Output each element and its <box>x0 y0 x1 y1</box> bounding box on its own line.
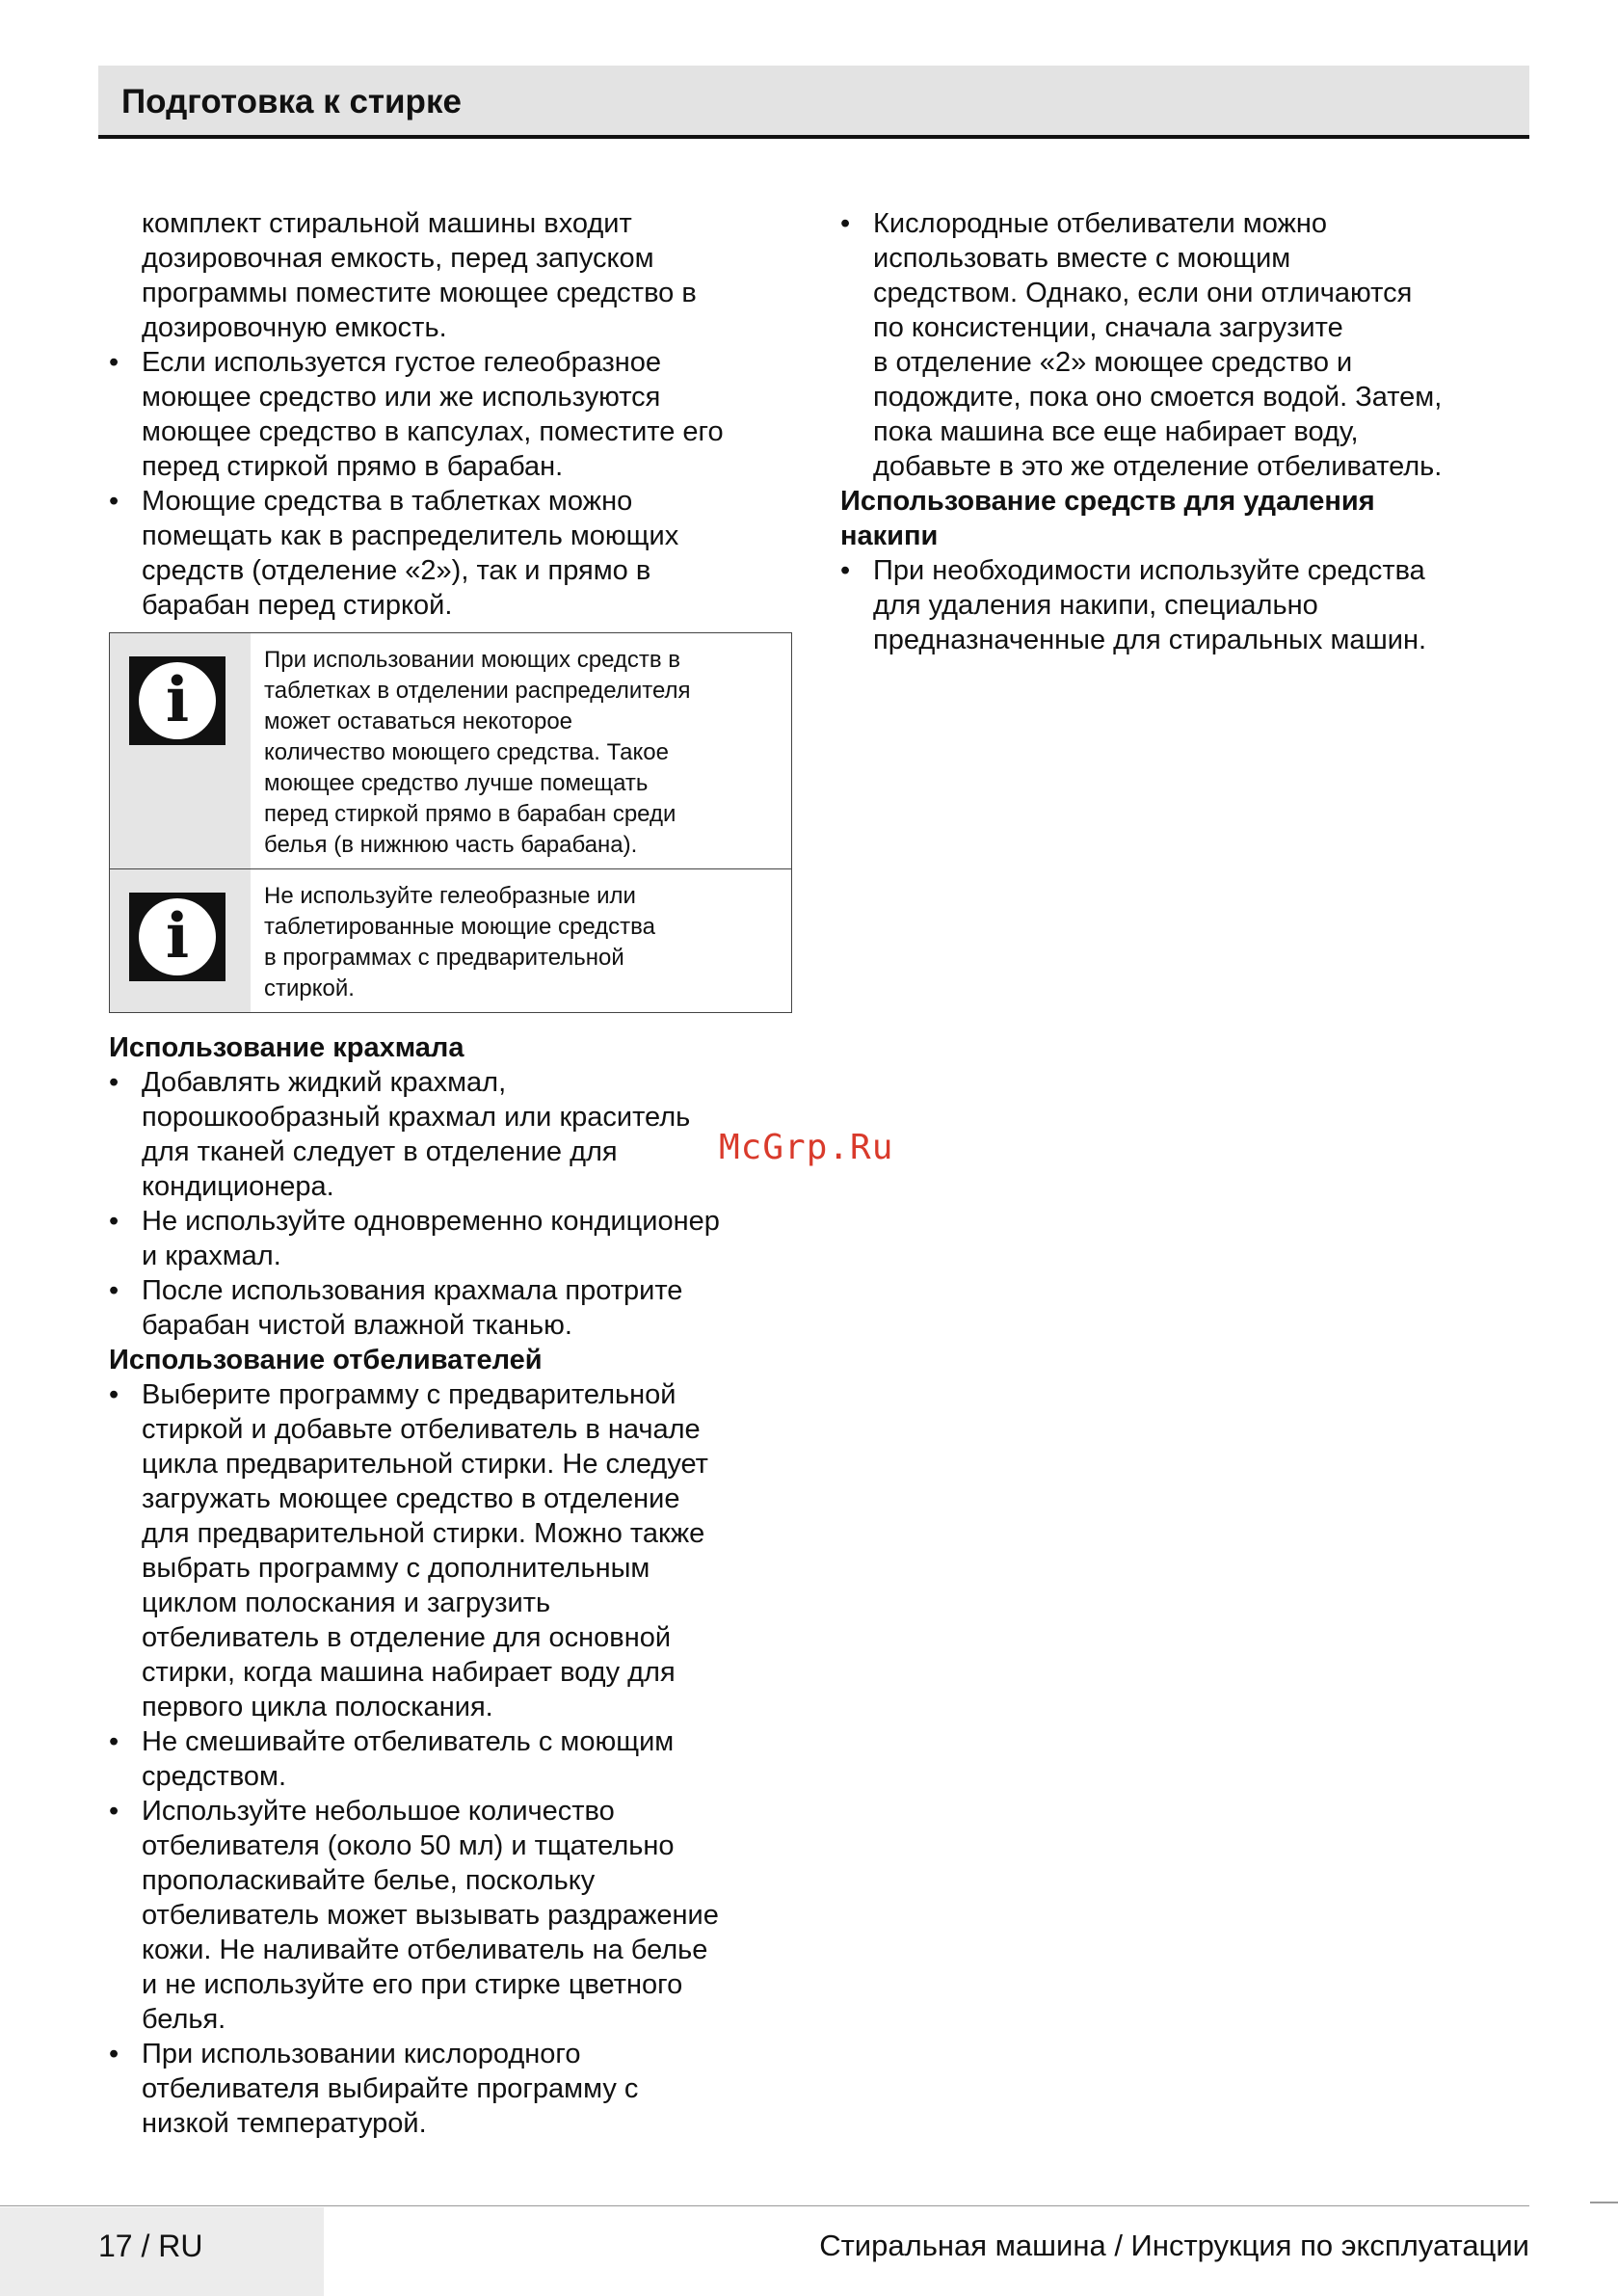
info-icon: i <box>129 656 225 745</box>
text-line: кожи. Не наливайте отбеливатель на белье <box>142 1935 708 1965</box>
text-line: белья (в нижнюю часть барабана). <box>264 832 638 858</box>
text-line: по консистенции, сначала загрузите <box>873 312 1343 343</box>
text-line: отбеливатель в отделение для основной <box>142 1622 672 1653</box>
text-line: средств (отделение «2»), так и прямо в <box>142 555 651 586</box>
text-line: • Если используется густое гелеобразное <box>109 345 803 380</box>
text-line: добавьте в это же отделение отбеливатель. <box>873 451 1443 482</box>
text-line: выбрать программу с дополнительным <box>142 1553 650 1584</box>
text-line: моющее средство лучше помещать <box>264 770 649 796</box>
text-line: загружать моющее средство в отделение <box>142 1483 680 1514</box>
text-line: пока машина все еще набирает воду, <box>873 416 1359 447</box>
text-line: Не используйте гелеобразные или <box>264 883 636 909</box>
list-item <box>109 1724 803 1794</box>
text-line: количество моющего средства. Такое <box>264 739 669 765</box>
right-column <box>840 206 1534 657</box>
text-line: средством. <box>142 1761 287 1792</box>
text-line: • При необходимости используйте средства <box>840 553 1534 588</box>
text-line: в программах с предварительной <box>264 945 624 971</box>
list-item <box>840 206 1534 484</box>
document-title: Стиральная машина / Инструкция по эксплуатации <box>819 2229 1529 2262</box>
section-heading-descale: Использование средств для удаления <box>840 486 1375 517</box>
text-line: отбеливателя (около 50 мл) и тщательно <box>142 1830 675 1861</box>
text-line: • Не смешивайте отбеливатель с моющим <box>109 1724 803 1759</box>
text-line: комплект стиральной машины входит <box>142 208 632 239</box>
page-title: Подготовка к стирке <box>121 83 462 120</box>
note-text <box>251 869 665 1012</box>
left-column <box>109 206 803 2141</box>
text-line: • Кислородные отбеливатели можно <box>840 206 1534 241</box>
footer-divider <box>0 2205 1529 2206</box>
text-line: для предварительной стирки. Можно также <box>142 1518 705 1549</box>
text-line: перед стиркой прямо в барабан. <box>142 451 564 482</box>
text-line: стиркой. <box>264 975 355 1001</box>
text-line: стиркой и добавьте отбеливатель в начале <box>142 1414 701 1445</box>
watermark: McGrp.Ru <box>719 1128 894 1167</box>
text-line: подождите, пока оно смоется водой. Затем, <box>873 382 1443 413</box>
text-line: моющее средство в капсулах, поместите его <box>142 416 724 447</box>
text-line: предназначенные для стиральных машин. <box>873 625 1427 655</box>
text-line: • После использования крахмала протрите <box>109 1273 803 1308</box>
list-item <box>109 345 803 484</box>
text-line: и крахмал. <box>142 1241 281 1271</box>
text-line: для тканей следует в отделение для <box>142 1136 618 1167</box>
note-text <box>251 633 701 868</box>
info-note <box>110 633 791 868</box>
text-line: отбеливатель может вызывать раздражение <box>142 1900 719 1931</box>
text-line: • Моющие средства в таблетках можно <box>109 484 803 519</box>
list-item <box>109 1794 803 2037</box>
text-line: помещать как в распределитель моющих <box>142 521 679 551</box>
list-item <box>840 553 1534 657</box>
text-line: использовать вместе с моющим <box>873 243 1291 274</box>
text-line: низкой температурой. <box>142 2108 427 2139</box>
page-number: 17 / RU <box>98 2229 203 2263</box>
section-heading-bleach: Использование отбеливателей <box>109 1345 543 1375</box>
text-line: стирки, когда машина набирает воду для <box>142 1657 676 1688</box>
text-line: При использовании моющих средств в <box>264 647 681 673</box>
text-line: может оставаться некоторое <box>264 708 573 734</box>
text-line: • Не используйте одновременно кондиционер <box>109 1204 803 1239</box>
text-line: циклом полоскания и загрузить <box>142 1588 551 1618</box>
footer-divider-right <box>1590 2202 1618 2203</box>
text-line: • Добавлять жидкий крахмал, <box>109 1065 803 1100</box>
text-line: барабан чистой влажной тканью. <box>142 1310 572 1341</box>
text-line: программы поместите моющее средство в <box>142 278 697 308</box>
list-item <box>109 1065 803 1204</box>
text-line: средством. Однако, если они отличаются <box>873 278 1413 308</box>
text-line: в отделение «2» моющее средство и <box>873 347 1353 378</box>
text-line: цикла предварительной стирки. Не следует <box>142 1449 708 1480</box>
text-line: моющее средство или же используются <box>142 382 661 413</box>
info-icon: i <box>129 893 225 981</box>
text-line: • При использовании кислородного <box>109 2037 803 2071</box>
text-line: прополаскивайте белье, поскольку <box>142 1865 596 1896</box>
section-heading-starch: Использование крахмала <box>109 1032 464 1063</box>
intro-paragraph <box>109 206 803 345</box>
section-header <box>98 66 1529 139</box>
text-line: порошкообразный крахмал или краситель <box>142 1102 691 1133</box>
text-line: кондиционера. <box>142 1171 334 1202</box>
text-line: перед стиркой прямо в барабан среди <box>264 801 676 827</box>
list-item <box>109 1204 803 1273</box>
text-line: дозировочная емкость, перед запуском <box>142 243 654 274</box>
text-line: барабан перед стиркой. <box>142 590 453 621</box>
list-item <box>109 484 803 623</box>
info-note <box>110 868 791 1012</box>
list-item <box>109 1273 803 1343</box>
text-line: • Используйте небольшое количество <box>109 1794 803 1829</box>
text-line: для удаления накипи, специально <box>873 590 1318 621</box>
text-line: таблетированные моющие средства <box>264 914 655 940</box>
text-line: и не используйте его при стирке цветного <box>142 1969 683 2000</box>
text-line: таблетках в отделении распределителя <box>264 678 691 704</box>
list-item <box>109 2037 803 2141</box>
text-line: дозировочную емкость. <box>142 312 447 343</box>
text-line: белья. <box>142 2004 226 2035</box>
list-item <box>109 1377 803 1724</box>
text-line: первого цикла полоскания. <box>142 1692 493 1722</box>
section-heading-descale-cont: накипи <box>840 521 939 551</box>
text-line: отбеливателя выбирайте программу с <box>142 2073 639 2104</box>
notes-table <box>109 632 792 1013</box>
text-line: • Выберите программу с предварительной <box>109 1377 803 1412</box>
page-number-box <box>0 2207 324 2296</box>
